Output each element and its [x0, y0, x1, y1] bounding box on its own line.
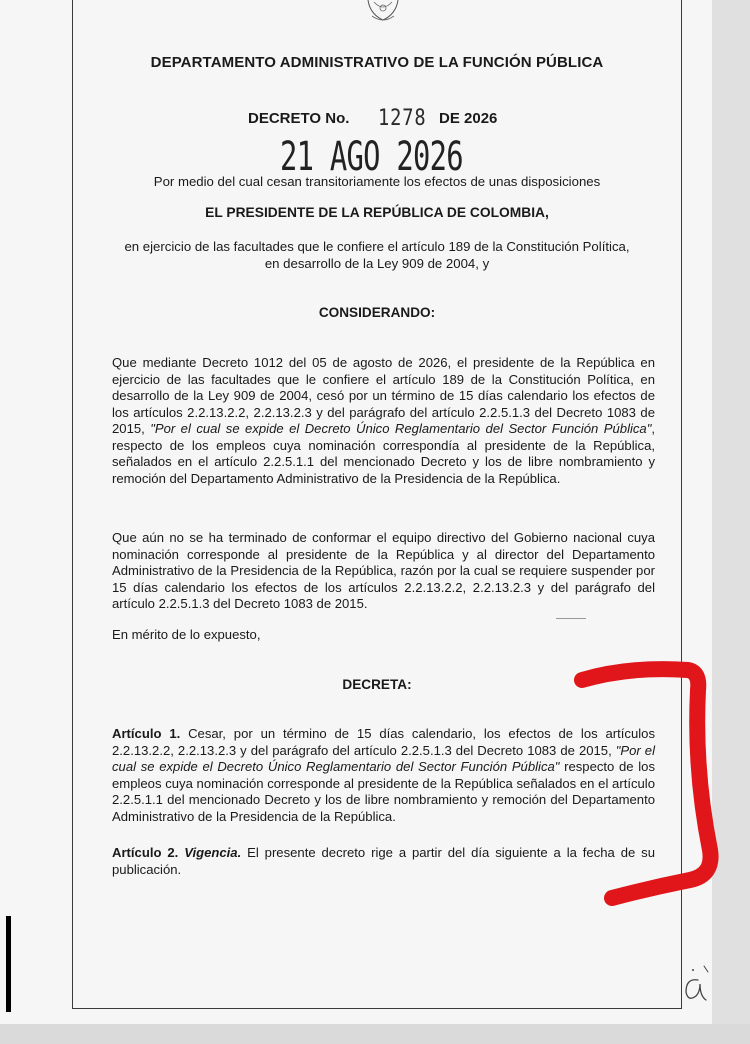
legal-basis-line-1: en ejercicio de las facultades que le confiere el artículo 189 de la Constitución Política,	[124, 239, 630, 254]
scan-edge-bar	[6, 916, 11, 1012]
decree-subject: Por medio del cual cesan transitoriamente los efectos de unas disposiciones	[153, 174, 601, 189]
legal-basis-line-2: en desarrollo de la Ley 909 de 2004, y	[264, 256, 490, 271]
handwritten-initial-mark-icon	[676, 962, 716, 1006]
considerando-paragraph-1: Que mediante Decreto 1012 del 05 de agosto de 2026, el presidente de la República en ejercicio de las facultades que le confiere el artículo 189 de la Constitución Política, en desarrollo de la Ley 909 de 2004, cesó por un término de 15 días calendario los efectos de los artículos 2.2.13.2.2, 2.2.13.2.3 y del parágrafo del artículo 2.2.5.1.3 del Decreto 1083 de 2015, "Por el cual se expide el Decreto Único Reglamentario del Sector Función Pública", respecto de los empleos cuya nominación correspondía al presidente de la República, señalados en el artículo 2.2.5.1.1 del mencionado Decreto y los de libre nombramiento y remoción del Departamento Administrativo de la Presidencia de la República.	[112, 355, 655, 486]
decree-year: DE 2026	[439, 110, 498, 127]
legal-basis	[72, 238, 682, 272]
department-title: DEPARTAMENTO ADMINISTRATIVO DE LA FUNCIÓN PÚBLICA	[150, 54, 604, 71]
red-bracket-mark-icon	[560, 650, 730, 920]
article-1: Artículo 1. Cesar, por un término de 15 días calendario, los efectos de los artículos 2.2.13.2.2, 2.2.13.2.3 y del parágrafo del artículo 2.2.5.1.3 del Decreto 1083 de 2015, "Por el cual se expide el Decreto Único Reglamentario del Sector Función Pública" respecto de los empleos cuya nominación corresponde al presidente de la República señalados en el artículo 2.2.5.1.1 del mencionado Decreto y los de libre nombramiento y remoción del Departamento Administrativo de la Presidencia de la República.	[112, 726, 655, 824]
considerando-heading: CONSIDERANDO:	[318, 305, 436, 320]
date-stamp: 21 AGO 2026	[280, 134, 463, 180]
article-2-label: Artículo 2.	[112, 845, 179, 860]
coat-of-arms-seal-icon	[358, 0, 408, 24]
decree-number: 1278	[378, 106, 427, 131]
merit-line: En mérito de lo expuesto,	[112, 627, 261, 642]
bottom-edge-shadow	[0, 1024, 750, 1044]
article-2-title: Vigencia.	[184, 845, 242, 860]
considerando-paragraph-2: Que aún no se ha terminado de conformar el equipo directivo del Gobierno nacional cuya nominación corresponde al presidente de la República y al director del Departamento Administrativo de la Presidencia de la República, razón por la cual se requiere suspender por 15 días calendario los efectos de los artículos 2.2.13.2.2, 2.2.13.2.3 y del parágrafo del artículo 2.2.5.1.3 del Decreto 1083 de 2015.	[112, 530, 655, 611]
article-2: Artículo 2. Vigencia. El presente decreto rige a partir del día siguiente a la fecha de su publicación.	[112, 845, 656, 877]
decree-label: DECRETO No.	[248, 110, 350, 127]
president-title: EL PRESIDENTE DE LA REPÚBLICA DE COLOMBIA,	[205, 205, 549, 220]
article-1-label: Artículo 1.	[112, 726, 181, 741]
divider-mark	[556, 618, 586, 619]
decreta-heading: DECRETA:	[342, 677, 412, 692]
